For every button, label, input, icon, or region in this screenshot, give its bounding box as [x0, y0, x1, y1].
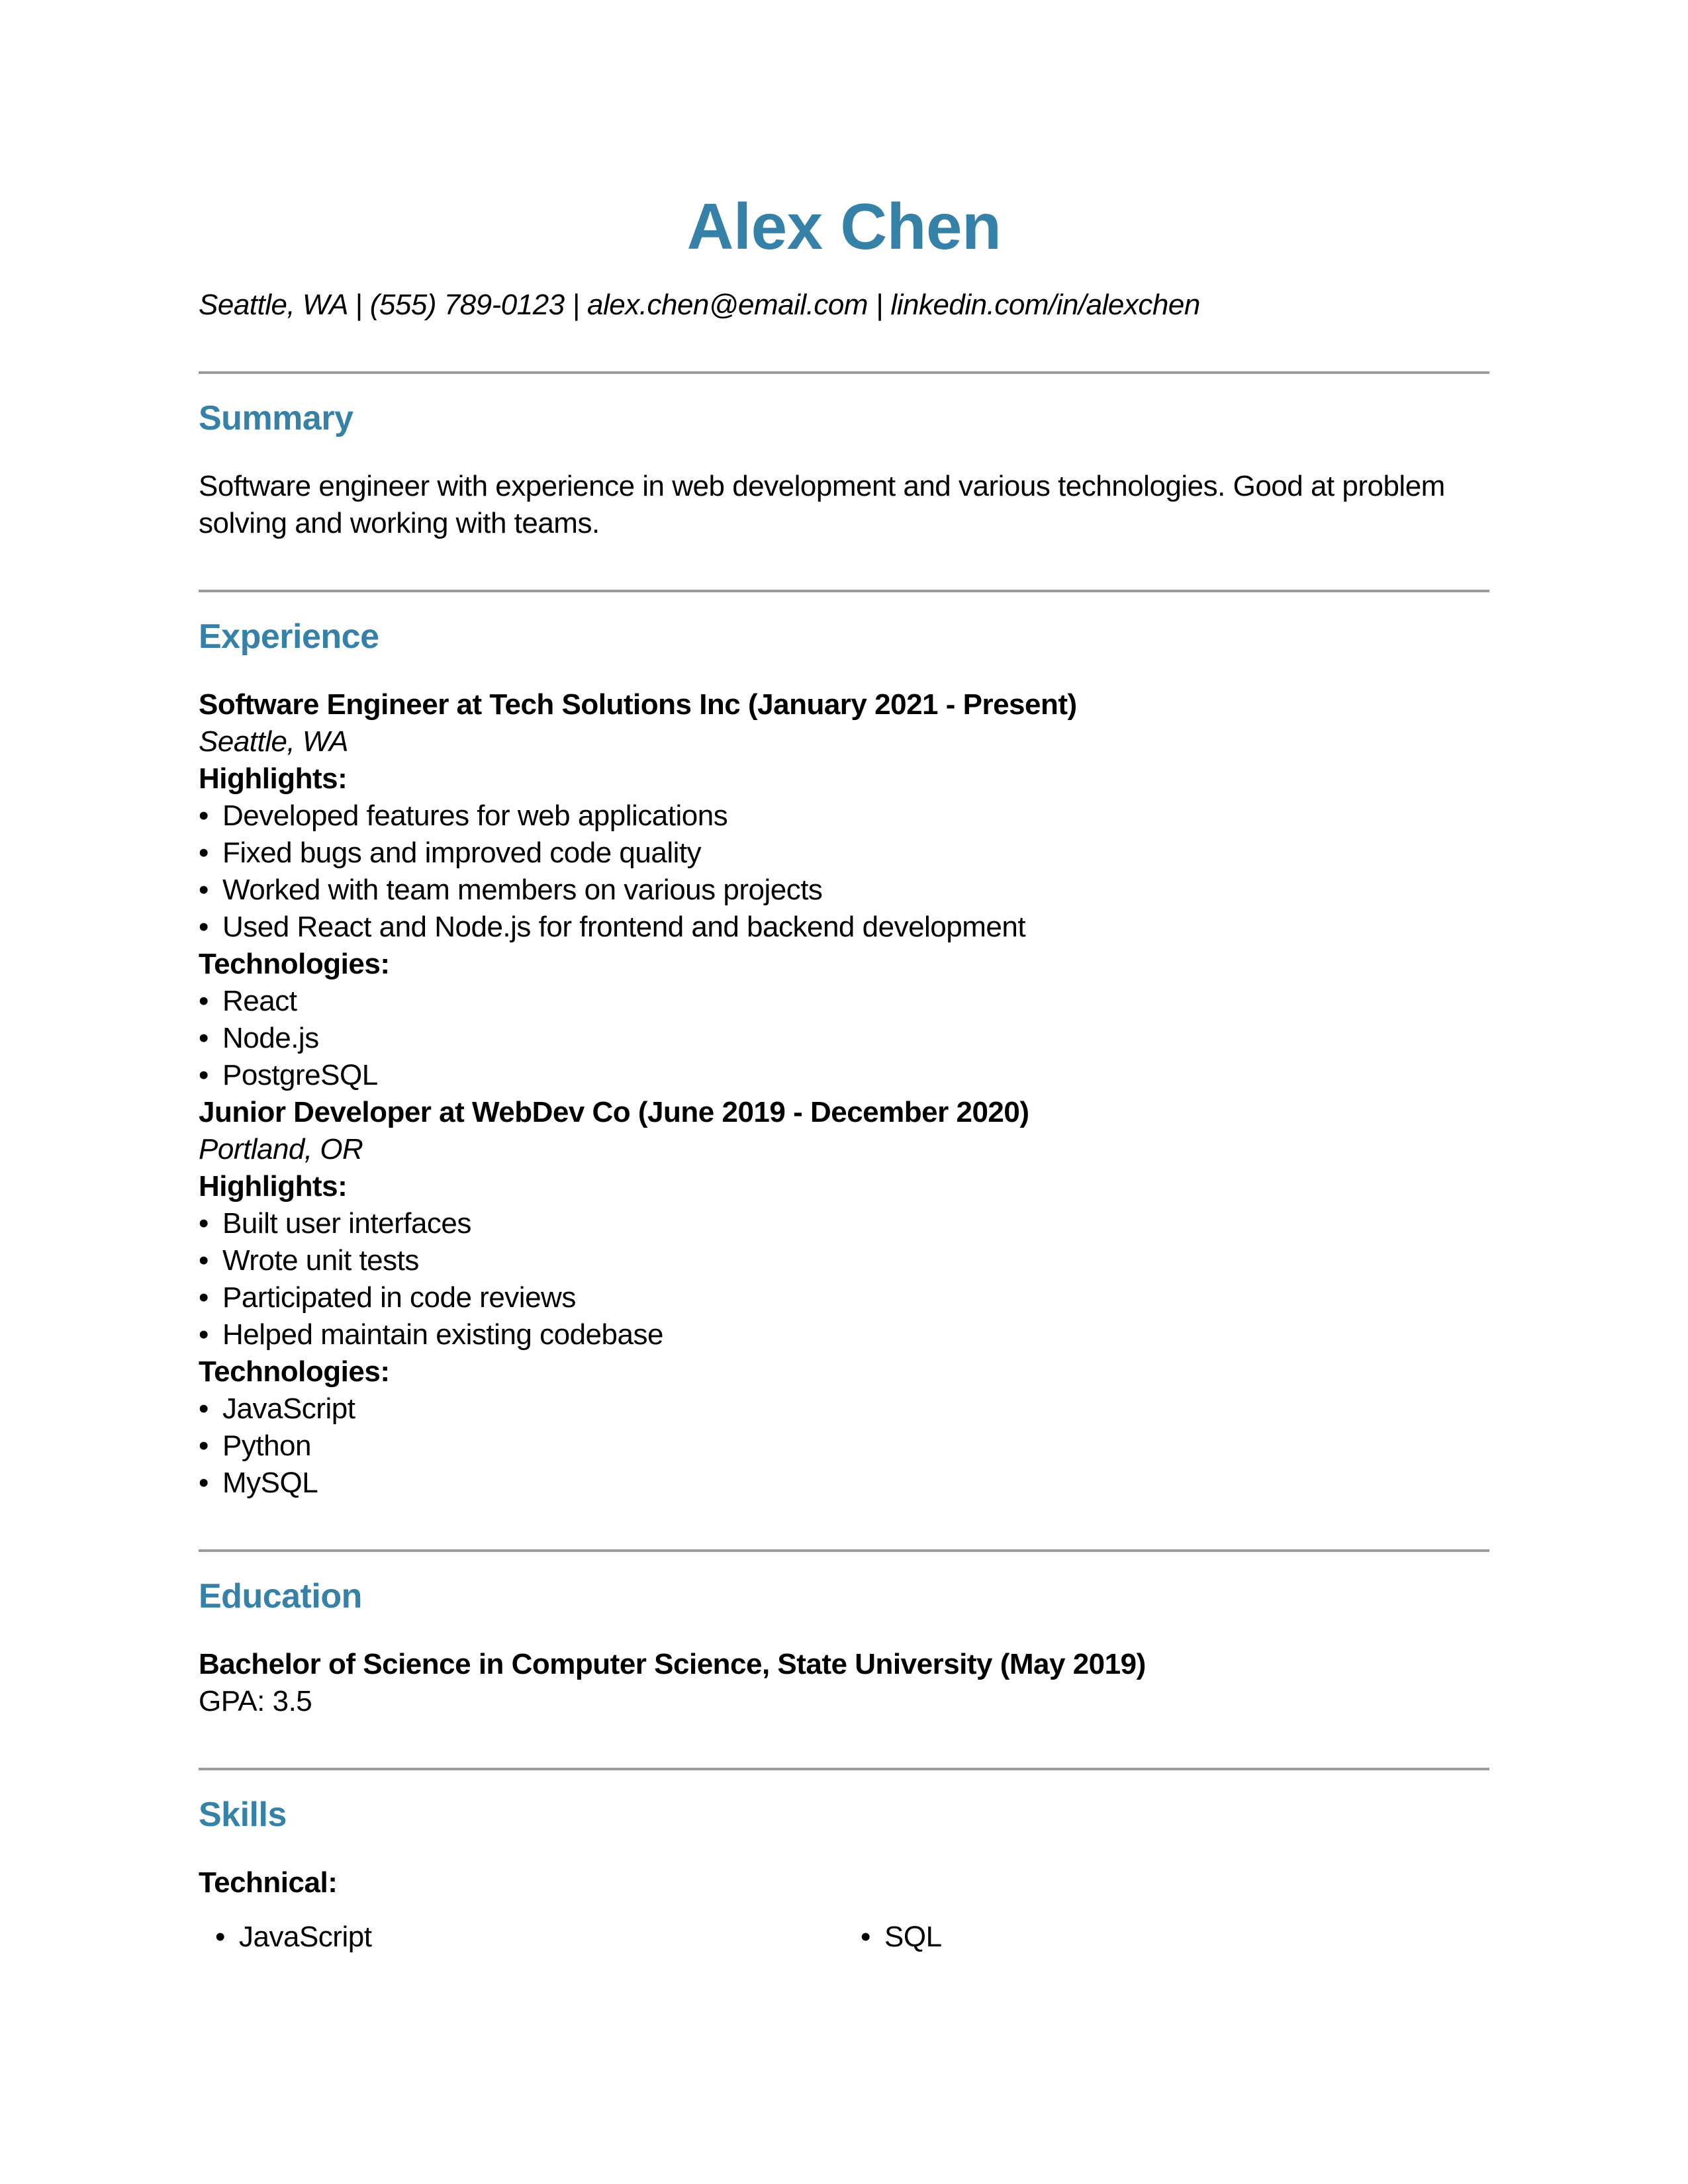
experience-heading: Experience	[199, 617, 379, 656]
list-item-text: MySQL	[222, 1467, 318, 1499]
technologies-list	[199, 1390, 1489, 1502]
gpa-line: GPA: 3.5	[199, 1685, 312, 1717]
section-summary	[199, 395, 1489, 542]
summary-heading: Summary	[199, 399, 353, 437]
list-item	[199, 1242, 1489, 1279]
list-item	[199, 909, 1489, 946]
bullet-icon: •	[199, 799, 209, 832]
bullet-icon: •	[199, 1430, 209, 1462]
summary-text: Software engineer with experience in web development and various technologies. Good at problem solving and working with teams.	[199, 470, 1445, 539]
list-item	[199, 872, 1489, 909]
bullet-icon: •	[199, 874, 209, 906]
bullet-icon: •	[199, 1318, 209, 1351]
list-item-text: Developed features for web applications	[222, 799, 728, 832]
list-item	[199, 1428, 1489, 1465]
job-entry	[199, 686, 1489, 1094]
bullet-icon: •	[861, 1921, 870, 1953]
section-experience	[199, 614, 1489, 1502]
bullet-icon: •	[199, 1244, 209, 1277]
list-item	[199, 797, 1489, 835]
bullet-icon: •	[199, 837, 209, 869]
bullet-icon: •	[199, 1392, 209, 1425]
list-item-text: Built user interfaces	[222, 1207, 471, 1240]
list-item	[199, 1919, 844, 1956]
contact-line: Seattle, WA | (555) 789-0123 | alex.chen@email.com | linkedin.com/in/alexchen	[199, 289, 1200, 321]
list-item-text: JavaScript	[239, 1921, 372, 1953]
section-divider	[199, 371, 1489, 374]
list-item-text: Worked with team members on various projects	[222, 874, 823, 906]
skills-heading: Skills	[199, 1796, 287, 1834]
list-item	[199, 1205, 1489, 1242]
job-location: Portland, OR	[199, 1133, 363, 1165]
list-item-text: Node.js	[222, 1022, 319, 1054]
highlights-label: Highlights:	[199, 1170, 348, 1203]
list-item-text: SQL	[884, 1921, 942, 1953]
section-divider	[199, 1549, 1489, 1552]
bullet-icon: •	[199, 1059, 209, 1091]
skills-list	[199, 1919, 1489, 1956]
bullet-icon: •	[199, 1022, 209, 1054]
bullet-icon: •	[199, 1281, 209, 1314]
experience-body	[199, 686, 1489, 1502]
section-education	[199, 1573, 1489, 1720]
highlights-list	[199, 1205, 1489, 1353]
job-title: Software Engineer at Tech Solutions Inc (January 2021 - Present)	[199, 688, 1077, 721]
technologies-label: Technologies:	[199, 948, 390, 980]
list-item-text: React	[222, 985, 297, 1017]
list-item-text: Helped maintain existing codebase	[222, 1318, 663, 1351]
list-item-text: Used React and Node.js for frontend and backend development	[222, 911, 1026, 943]
list-item-text: Python	[222, 1430, 311, 1462]
bullet-icon: •	[199, 1467, 209, 1499]
list-item-text: Fixed bugs and improved code quality	[222, 837, 702, 869]
list-item	[199, 1020, 1489, 1057]
skills-category-label: Technical:	[199, 1866, 338, 1899]
degree-line: Bachelor of Science in Computer Science, State University (May 2019)	[199, 1648, 1146, 1680]
list-item-text: PostgreSQL	[222, 1059, 378, 1091]
technologies-label: Technologies:	[199, 1355, 390, 1388]
list-item	[199, 1279, 1489, 1316]
list-item	[199, 1390, 1489, 1428]
education-heading: Education	[199, 1577, 362, 1615]
job-title: Junior Developer at WebDev Co (June 2019 - December 2020)	[199, 1096, 1029, 1128]
highlights-list	[199, 797, 1489, 946]
bullet-icon: •	[215, 1921, 225, 1953]
list-item	[199, 1316, 1489, 1353]
list-item	[844, 1919, 1489, 1956]
job-entry	[199, 1094, 1489, 1502]
bullet-icon: •	[199, 1207, 209, 1240]
highlights-label: Highlights:	[199, 762, 348, 795]
education-body	[199, 1646, 1489, 1720]
technologies-list	[199, 983, 1489, 1094]
list-item	[199, 1465, 1489, 1502]
list-item	[199, 983, 1489, 1020]
list-item-text: JavaScript	[222, 1392, 355, 1425]
bullet-icon: •	[199, 911, 209, 943]
page-title: Alex Chen	[686, 190, 1002, 263]
job-location: Seattle, WA	[199, 725, 349, 758]
section-skills	[199, 1792, 1489, 1956]
bullet-icon: •	[199, 985, 209, 1017]
section-divider	[199, 590, 1489, 592]
list-item-text: Participated in code reviews	[222, 1281, 576, 1314]
list-item-text: Wrote unit tests	[222, 1244, 419, 1277]
list-item	[199, 835, 1489, 872]
list-item	[199, 1057, 1489, 1094]
section-divider	[199, 1768, 1489, 1770]
